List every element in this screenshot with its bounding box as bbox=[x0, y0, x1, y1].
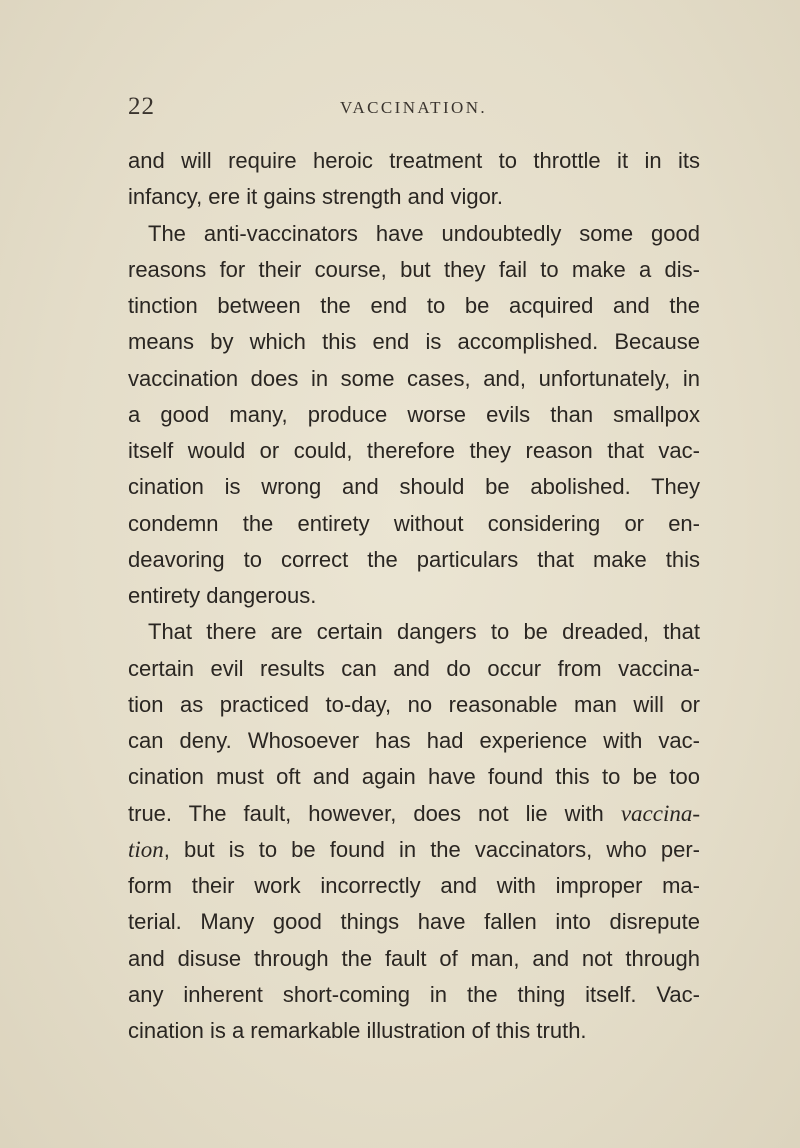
text-line: reasons for their course, but they fail to make a dis- bbox=[128, 256, 700, 282]
text-line: can deny. Whosoever has had experience with vac- bbox=[128, 728, 700, 753]
italic-word: vaccina- bbox=[620, 800, 700, 826]
text-line: a good many, produce worse evils than smallpox bbox=[128, 401, 700, 427]
text-line: cination is wrong and should be abolished. They bbox=[128, 474, 700, 500]
text-line: entirety dangerous. bbox=[128, 583, 317, 608]
page-header bbox=[128, 93, 700, 123]
text-line: tinction between the end to be acquired and the bbox=[128, 293, 700, 318]
text-line: itself would or could, therefore they reason that vac- bbox=[128, 438, 700, 463]
running-head: VACCINATION. bbox=[340, 98, 488, 117]
text-line: true. The fault, however, does not lie with vaccina- bbox=[128, 800, 700, 826]
italic-word: tion bbox=[128, 836, 164, 862]
text-line: vaccination does in some cases, and, unfortunately, in bbox=[128, 365, 700, 391]
text-line: The anti-vaccinators have undoubtedly some good bbox=[148, 220, 700, 246]
text-line: condemn the entirety without considering or en- bbox=[128, 510, 700, 536]
text-line: terial. Many good things have fallen into disrepute bbox=[128, 909, 700, 935]
text-line: certain evil results can and do occur from vaccina- bbox=[128, 655, 700, 681]
text-line: infancy, ere it gains strength and vigor. bbox=[128, 184, 504, 210]
text-line: deavoring to correct the particulars that make this bbox=[128, 546, 700, 572]
text-line: That there are certain dangers to be dreaded, that bbox=[148, 619, 700, 645]
text-line: means by which this end is accomplished. Because bbox=[128, 329, 700, 355]
text-line: form their work incorrectly and with improper ma- bbox=[128, 873, 700, 898]
text-line: cination is a remarkable illustration of this truth. bbox=[128, 1018, 587, 1043]
text-line: any inherent short-coming in the thing itself. Vac- bbox=[128, 981, 700, 1007]
text-line: tion as practiced to-day, no reasonable man will or bbox=[128, 691, 700, 717]
body-text bbox=[128, 143, 700, 1049]
text-line: and disuse through the fault of man, and not through bbox=[128, 945, 700, 971]
text-line: and will require heroic treatment to throttle it in its bbox=[128, 148, 700, 173]
page-number: 22 bbox=[128, 93, 155, 120]
text-line: cination must oft and again have found this to be too bbox=[128, 764, 700, 790]
text-line: tion, but is to be found in the vaccinators, who per- bbox=[128, 836, 700, 862]
